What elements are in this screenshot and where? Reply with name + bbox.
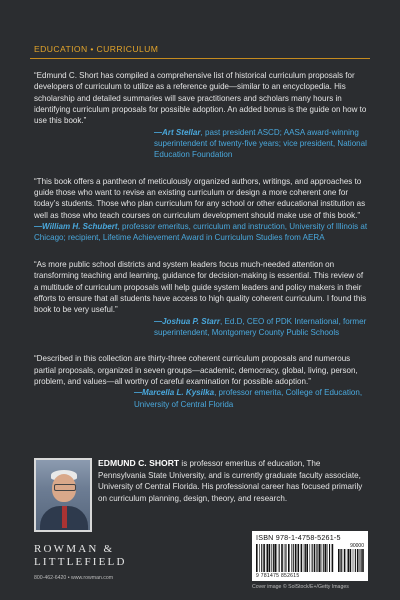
author-bio xyxy=(98,458,368,504)
attribution-dash: — xyxy=(154,316,163,326)
endorser-title: , professor emerita, College of Education, University of Central Florida xyxy=(134,388,363,409)
endorser-name: Marcella L. Kysilka xyxy=(142,388,215,398)
endorsement-attribution xyxy=(34,316,368,339)
endorsement-text: “As more public school districts and system leaders focus much-needed attention on transforming teaching and learning, guidance for decision-making is essential. This review of a multitude of curriculum proposals will help guide system leaders and policy makers in their efforts to ensure that all students have access to high quality coherent curriculum. I found this book to be very useful.” xyxy=(34,259,367,315)
category-label: EDUCATION • CURRICULUM xyxy=(34,44,159,54)
publisher-logo-line2: LITTLEFIELD xyxy=(34,556,127,568)
endorser-title: , Ed.D, CEO of PDK International, former superintendent, Montgomery County Public Schools xyxy=(154,316,367,337)
attribution-dash: — xyxy=(34,222,43,232)
publisher-block xyxy=(34,543,194,581)
endorsement-attribution xyxy=(34,127,368,161)
addon-barcode-icon xyxy=(338,549,364,572)
endorser-name: Joshua P. Starr xyxy=(162,316,221,326)
author-bio-text: is professor emeritus of education, The Pennsylvania State University, and is currently graduate faculty associate, University of Central Florida. His professional career has focused primarily on curriculum planning, design, theory, and research. xyxy=(98,459,363,503)
publisher-logo-line1: ROWMAN & xyxy=(34,543,115,555)
barcode-bars-icon xyxy=(256,544,334,572)
endorsement-attribution xyxy=(34,387,368,410)
endorsement-4 xyxy=(34,353,368,410)
header-divider xyxy=(30,58,370,59)
endorser-title: , past president ASCD; AASA award-winning superintendent of twenty-five years; vice president, National Education Foundation xyxy=(154,127,367,160)
attribution-dash: — xyxy=(134,388,143,398)
barcode-number: 9 781475 852615 xyxy=(256,573,300,579)
endorsement-text: “This book offers a pantheon of meticulously organized authors, writings, and approaches to guide those who want to revise an existing curriculum or design a more coherent one for today’s students. Those who plan curriculum for any school or other educational institution as well as those who teach courses on curriculum development should make use of this book.” xyxy=(34,176,366,220)
endorsement-1 xyxy=(34,70,368,161)
endorsement-3 xyxy=(34,259,368,338)
isbn-text: ISBN 978-1-4758-5261-5 xyxy=(256,533,341,542)
cover-credit: Cover image © SolStock/E+/Getty Images xyxy=(252,584,349,590)
endorser-name: Art Stellar xyxy=(162,127,201,137)
endorsements xyxy=(34,70,368,425)
endorsement-text: “Described in this collection are thirty-three coherent curriculum proposals and numerous partial proposals, organized in seven groups—academic, democracy, global, living, person, problem, and values—all worthy of careful examination for possible adoption.” xyxy=(34,354,358,386)
attribution-dash: — xyxy=(154,127,163,137)
author-name: EDMUND C. SHORT xyxy=(98,458,180,468)
endorsement-2 xyxy=(34,176,368,244)
isbn-barcode xyxy=(252,531,368,581)
endorsement-attribution xyxy=(34,221,368,244)
endorser-title: , professor emeritus, curriculum and instruction, University of Illinois at Chicago; recipient, Lifetime Achievement Award in Curriculum Studies from AERA xyxy=(34,222,368,243)
endorsement-text: “Edmund C. Short has compiled a comprehensive list of historical curriculum proposals for developers of curriculum to utilize as a reference guide—similar to an encyclopedia. His scholarship and detailed summaries will save practitioners and scholars many hours in identifying curriculum proposals for possible adoption. An added bonus is the guide on how to use this book.” xyxy=(34,71,367,126)
author-photo xyxy=(34,458,92,532)
endorser-name: William H. Schubert xyxy=(42,222,118,232)
publisher-contact: 800-462-6420 • www.rowman.com xyxy=(34,575,114,581)
price-code: 90000 xyxy=(350,543,364,549)
